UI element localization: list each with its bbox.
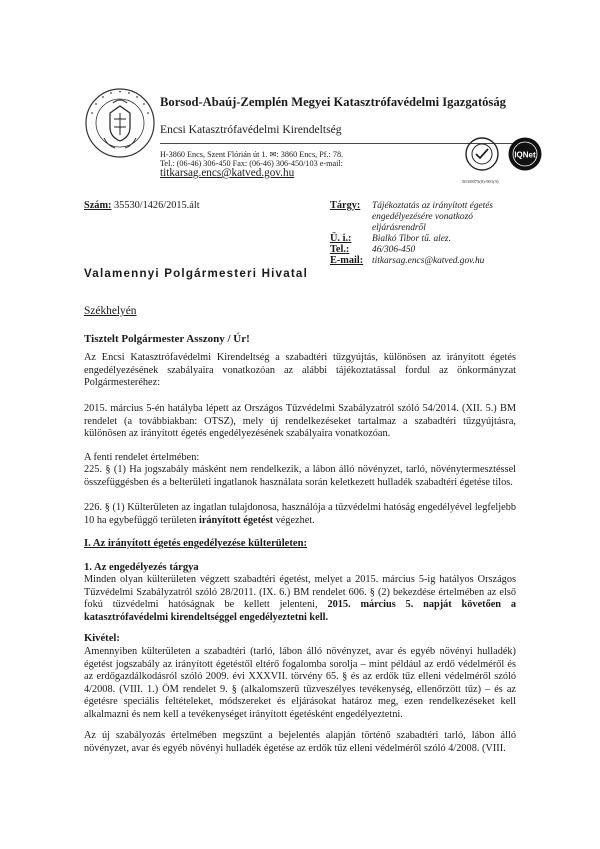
exception-text: Amennyiben külterületen a szabadtéri (tarló, lábon álló növényzet, avar és egyéb növényi hulladék) égetést jogszabály az irányított égetéstől eltérő fogalomba sorolja – mint például az erdő védelméről és az erdőgazdálkodásról szóló 2009. évi XXXVII. törvény 65. § és az erdők tűz elleni védelméről szóló 4/2008. (VIII. 1.) ÖM rendelet 9. § (alkalomszerű tűzveszélyes tevékenység, ellenőrzött tűz) – és az égetésre speciális feltételeket, módszereket és eljárásokat határoz meg, ezen rendelkezéseket kell alkalmazni és nem kell a tevékenységet irányított égetésként engedélyeztetni. [84,646,516,720]
reference-number [84,200,200,213]
subject-line-3: eljárásrendről [372,223,426,233]
header-email-link[interactable]: titkarsag.encs@katved.gov.hu [160,167,295,179]
tel-label: Tel.: [330,244,350,255]
subject-value [372,201,512,234]
email-value: titkarsag.encs@katved.gov.hu [372,256,485,266]
seal-emblem-icon [84,86,156,160]
subsection-1-text [84,574,516,624]
paragraph-rule-226 [84,502,516,527]
iqnet-logo [506,136,544,172]
targy-label: Tárgy: [330,200,361,211]
paragraph-intro: Az Encsi Katasztrófavédelmi Kirendeltség a szabadtéri tűzgyújtás, különösen az irányított égetés engedélyezésének szabályaira vonatkozóan az alábbi tájékoztatással fordul az önkormányzat Polgármesteréhez: [84,352,516,389]
email-label: E-mail: [330,255,364,266]
subject-line-2: engedélyezésére vonatkozó [372,212,473,222]
address-line-2: Tel.: (06-46) 306-450 Fax: (06-46) 306-450/103 e-mail: [160,159,343,168]
iqnet-cert-icon [506,136,544,172]
ui-label: Ü. i.: [330,233,352,244]
subsection-1-title: 1. Az engedélyezés tárgya [84,562,199,573]
organization-seal [84,86,156,160]
addressee-seat: Székhelyén [84,305,137,317]
paragraph-rule-intro: A fenti rendelet értelmében: [84,452,200,463]
rule-226-end: végezhet. [275,514,315,526]
subject-line-1: Tájékoztatás az irányított égetés [372,201,494,211]
addressee-title: Valamennyi Polgármesteri Hivatal [84,267,308,280]
paragraph-otsz: 2015. március 5-én hatályba lépett az Országos Tűzvédelmi Szabályzatról szóló 54/2014. (XII. 5.) BM rendelet (a továbbiakban: OTSZ), mely új rendelkezéseket tartalmaz a szabadtéri tűzgyújtásra, különösen az irányított égetés engedélyezésének szabályaira vonatkozóan. [84,403,516,440]
section-title: I. Az irányított égetés engedélyezése külterületen: [84,538,307,549]
paragraph-final: Az új szabályozás értelmében megszűnt a bejelentés alapján történő szabadtéri tarló, lábon álló növényzet, avar és egyéb növényi hulladék égetése az erdők tűz elleni védelméről szóló 4/2008. (VIII. [84,730,516,754]
rule-226-bold: irányított égetést [198,514,274,526]
certification-number: 503/0075(0)-901(3) [462,179,499,184]
greeting: Tisztelt Polgármester Asszony / Úr! [84,333,250,345]
rule-226-text: 226. § (1) Külterületen az ingatlan tulajdonosa, használója a tűzvédelmi hatóság engedélyével legfeljebb 10 ha egybefüggő területen [84,502,516,526]
subsection-1-bold: 2015. március 5. napját követően a katasztrófavédelmi kirendeltséggel engedélyeztetni kell. [84,599,516,623]
iso-cert-icon [464,136,500,172]
organization-name: Borsod-Abaúj-Zemplén Megyei Katasztrófavédelmi Igazgatóság [160,95,506,109]
address-line-1: H-3860 Encs, Szent Flórián út 1. ✉: 3860 Encs, Pf.: 78. [160,150,344,159]
szam-value: 35530/1426/2015.ált [114,200,200,211]
szam-label: Szám: [84,200,112,211]
paragraph-rule-225: 225. § (1) Ha jogszabály másként nem rendelkezik, a lábon álló növényzet, tarló, növénytermesztéssel összefüggésben és a belterületi ingatlanok használata során keletkezett hulladék szabadtéri égetése tilos. [84,464,516,488]
svg-text:IQNet: IQNet [514,150,536,160]
exception-title: Kivétel: [84,633,120,644]
department-name: Encsi Katasztrófavédelmi Kirendeltség [160,123,342,136]
ui-value: Bialkó Tibor tű. alez. [372,234,451,244]
iso-certification-logo [464,136,500,172]
tel-value: 46/306-450 [372,245,416,255]
subsection-1-body: Minden olyan külterületen végzett szabadtéri égetést, melyet a 2015. március 5-ig hatályos Országos Tűzvédelmi Szabályzatról szóló 28/2011. (IX. 6.) BM rendelet 606. § (2) bekezdése értelmében az első fokú tűzvédelmi hatóságnak be kellett jelenteni, [84,574,516,611]
